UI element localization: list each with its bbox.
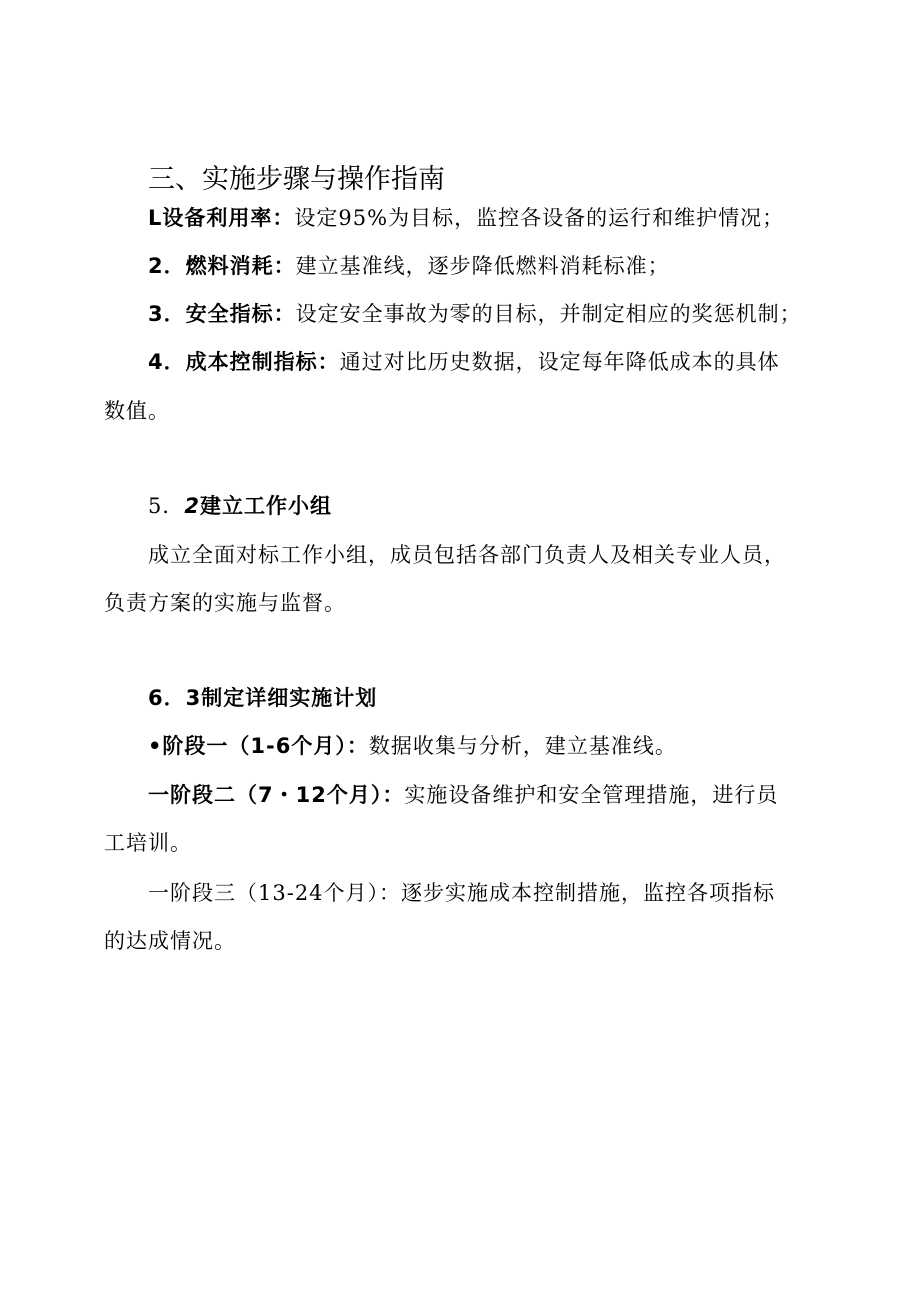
phase-3-continuation: 的达成情况。 — [104, 929, 236, 953]
metric-item-4 — [148, 347, 780, 377]
phase-2-continuation: 工培训。 — [104, 831, 192, 855]
phase-3: 一阶段三（13-24个月）：逐步实施成本控制措施，监控各项指标 — [148, 881, 776, 905]
section-title: 三、实施步骤与操作指南 — [148, 164, 445, 195]
phase-2-label: 一阶段二（7・12个月）： — [148, 783, 405, 807]
metric-label: L设备利用率： — [148, 206, 295, 230]
metric-text: 设定安全事故为零的目标，并制定相应的奖惩机制； — [295, 302, 802, 326]
metric-label: 3．安全指标： — [148, 302, 296, 326]
metric-item-1 — [148, 203, 784, 233]
phase-1 — [148, 731, 677, 761]
team-heading-text: 建立工作小组 — [200, 494, 332, 518]
phase-2 — [148, 780, 778, 810]
team-paragraph-line-1: 成立全面对标工作小组，成员包括各部门负责人及相关专业人员， — [148, 543, 786, 567]
metric-label: 2．燃料消耗： — [148, 254, 296, 278]
metric-text: 设定95%为目标，监控各设备的运行和维护情况； — [294, 206, 785, 230]
team-paragraph-line-2: 负责方案的实施与监督。 — [104, 591, 346, 615]
plan-heading: 6．3制定详细实施计划 — [148, 686, 378, 710]
metric-text: 建立基准线，逐步降低燃料消耗标准； — [295, 254, 670, 278]
metric-label: 4．成本控制指标： — [148, 350, 340, 374]
team-heading-number: 5． — [148, 494, 185, 518]
metric-item-3 — [148, 299, 802, 329]
metric-item-4-continuation: 数值。 — [104, 399, 170, 423]
phase-1-label: •阶段一（1-6个月）： — [148, 734, 369, 758]
metric-item-2 — [148, 251, 670, 281]
team-heading — [148, 491, 332, 521]
metric-text: 通过对比历史数据，设定每年降低成本的具体 — [339, 350, 780, 374]
phase-2-text: 实施设备维护和安全管理措施，进行员 — [404, 783, 779, 807]
phase-1-text: 数据收集与分析，建立基准线。 — [368, 734, 677, 758]
team-heading-sub-number: 2 — [184, 494, 200, 518]
